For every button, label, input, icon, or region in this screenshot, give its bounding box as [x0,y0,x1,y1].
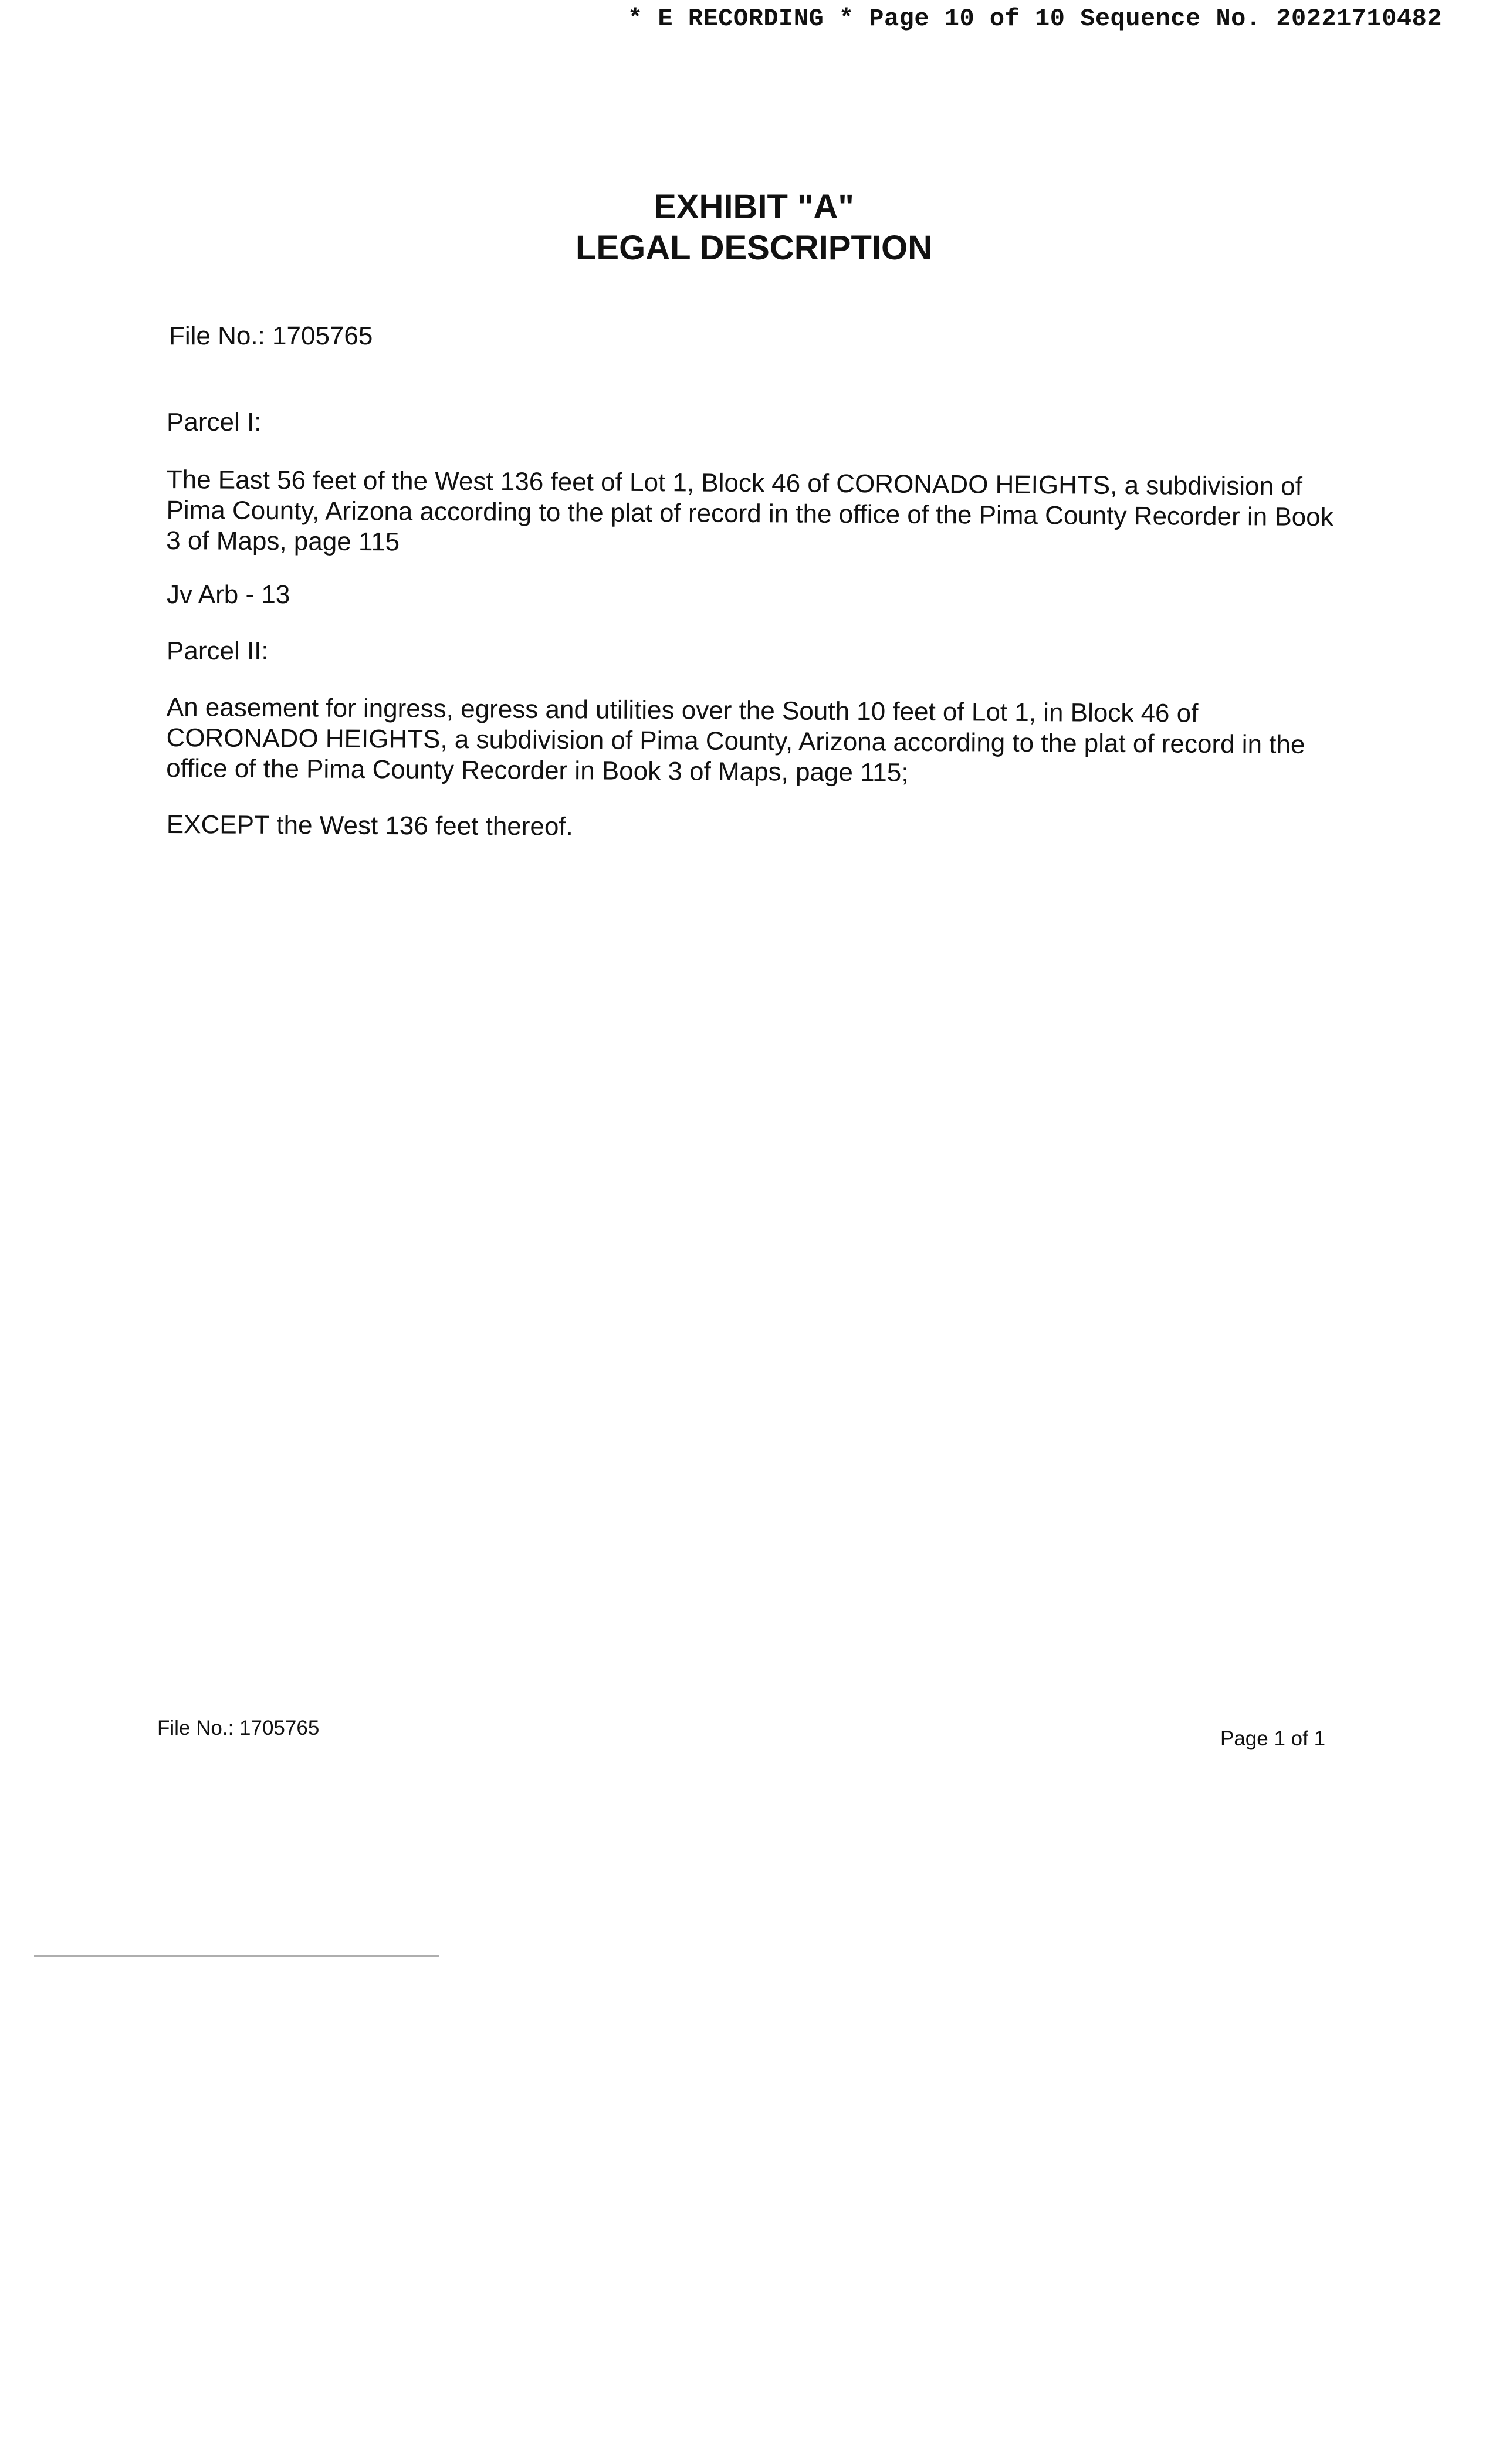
footer-page-number: Page 1 of 1 [1220,1727,1326,1750]
legal-description-heading: LEGAL DESCRIPTION [576,229,932,267]
arb-note: Jv Arb - 13 [167,580,290,609]
footer-file-number: File No.: 1705765 [157,1717,320,1739]
recording-stamp: * E RECORDING * Page 10 of 10 Sequence No. 20221710482 [628,5,1443,33]
exhibit-title [0,187,1496,269]
except-clause: EXCEPT the West 136 feet thereof. [166,810,573,841]
file-number: File No.: 1705765 [169,321,373,350]
parcel-2-heading: Parcel II: [167,637,269,665]
parcel-1-description: The East 56 feet of the West 136 feet of Lot 1, Block 46 of CORONADO HEIGHTS, a subdivision of Pima County, Arizona according to the plat of record in the office of the Pima County Recorder in Book 3 of Maps, page 115 [166,465,1333,557]
exhibit-heading: EXHIBIT "A" [654,188,854,226]
parcel-1-heading: Parcel I: [167,408,262,436]
parcel-2-description: An easement for ingress, egress and utilities over the South 10 feet of Lot 1, in Block 46 of CORONADO HEIGHTS, a subdivision of Pima County, Arizona according to the plat of record in the office of the Pima County Recorder in Book 3 of Maps, page 115; [166,693,1305,787]
scan-artifact-line [34,1955,439,1957]
